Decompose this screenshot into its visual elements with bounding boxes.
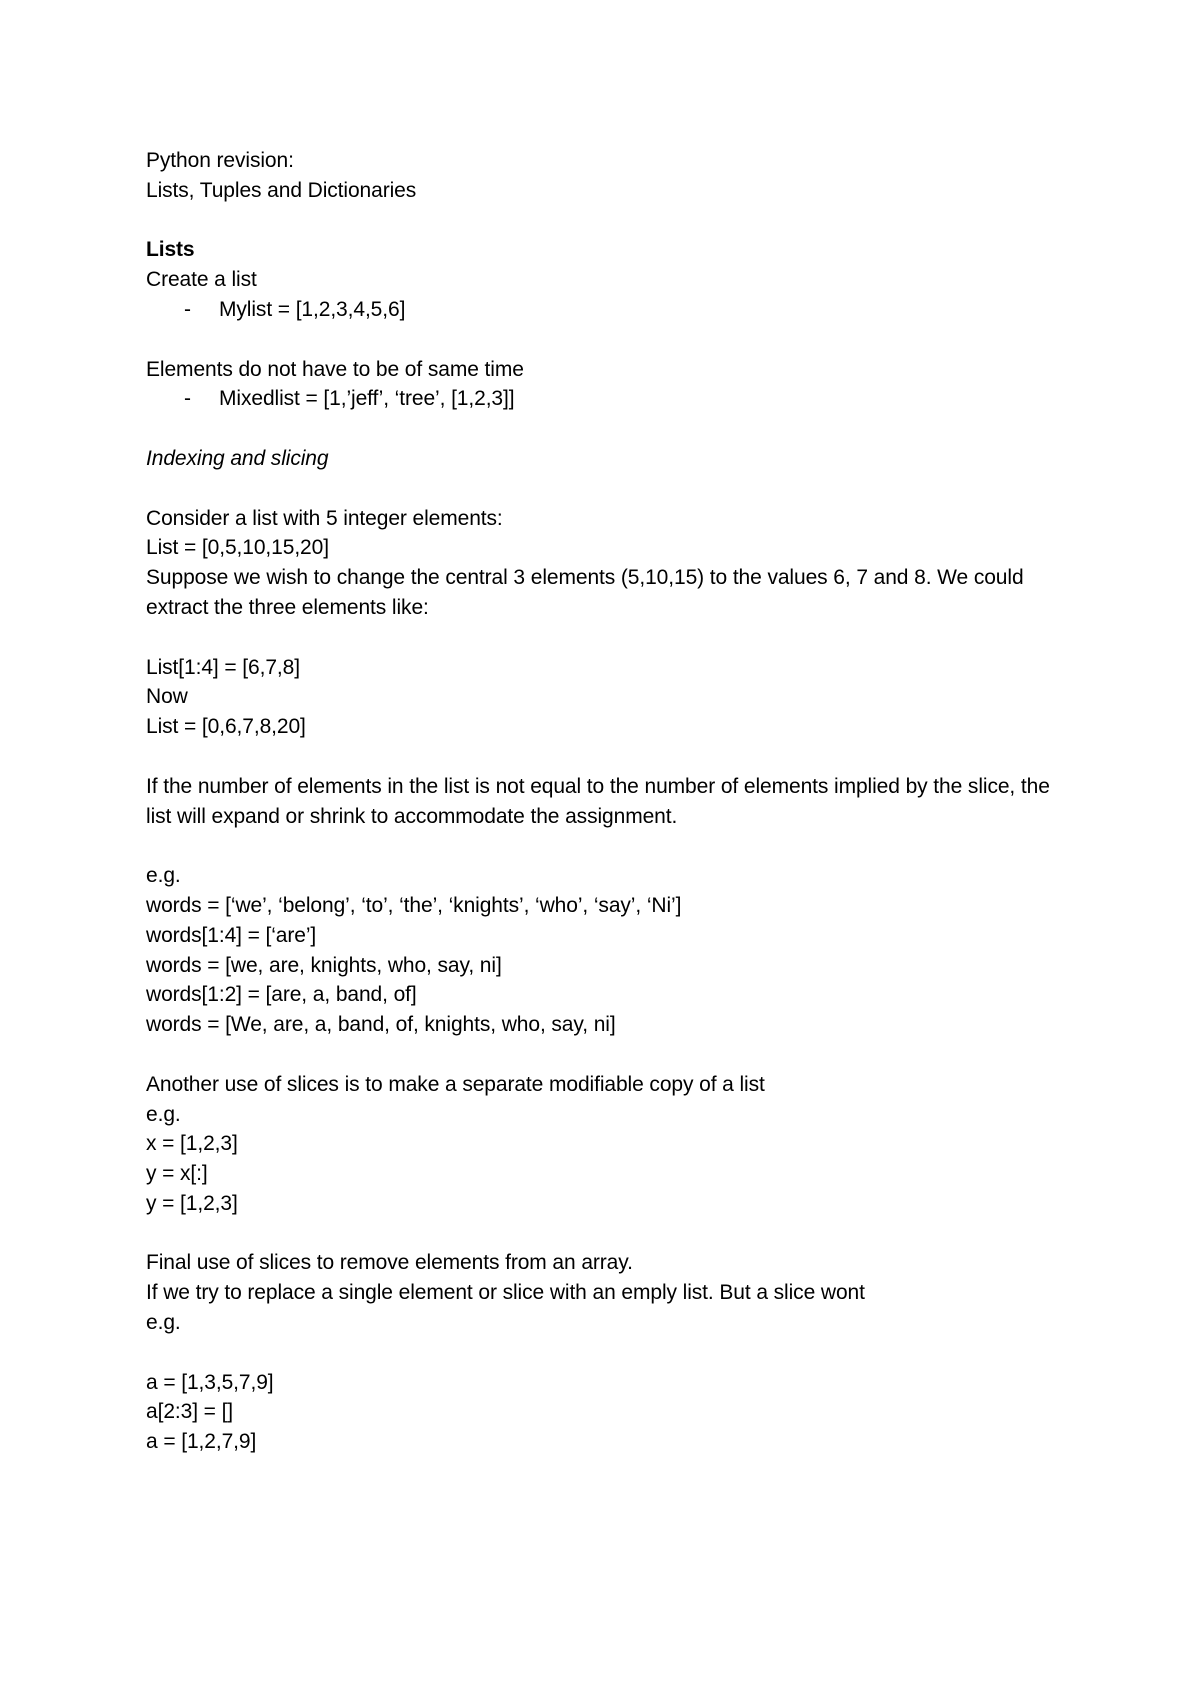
copy-code-line: y = x[:] bbox=[146, 1162, 208, 1186]
now-label: Now bbox=[146, 685, 188, 709]
eg-label: e.g. bbox=[146, 864, 181, 888]
blank-line bbox=[146, 474, 1076, 504]
expand-shrink-paragraph: If the number of elements in the list is not equal to the number of elements implied by the slice, the list will expand or shrink to accommodate the assignment. bbox=[146, 774, 1050, 828]
copy-slice-line: Another use of slices is to make a separate modifiable copy of a list bbox=[146, 1072, 765, 1096]
bullet-dash: - bbox=[184, 387, 191, 411]
words-code-line: words = [We, are, a, band, of, knights, who, say, ni] bbox=[146, 1013, 616, 1037]
remove-code-line: a[2:3] = [] bbox=[146, 1400, 234, 1424]
document-subtitle: Lists, Tuples and Dictionaries bbox=[146, 178, 417, 202]
remove-code-line: a = [1,2,7,9] bbox=[146, 1430, 257, 1454]
mixed-types-label: Elements do not have to be of same time bbox=[146, 357, 524, 381]
list-init-code: List = [0,5,10,15,20] bbox=[146, 536, 329, 560]
blank-line bbox=[146, 742, 1076, 772]
words-code-line: words[1:4] = [‘are’] bbox=[146, 923, 317, 947]
section-heading-lists: Lists bbox=[146, 238, 195, 262]
remove-code-line: a = [1,3,5,7,9] bbox=[146, 1370, 274, 1394]
blank-line bbox=[146, 414, 1076, 444]
copy-code-line: y = [1,2,3] bbox=[146, 1191, 238, 1215]
words-code-line: words = [we, are, knights, who, say, ni] bbox=[146, 953, 502, 977]
words-code-line: words[1:2] = [are, a, band, of] bbox=[146, 983, 417, 1007]
remove-slice-line: Final use of slices to remove elements from an array. bbox=[146, 1251, 633, 1275]
eg-label: e.g. bbox=[146, 1102, 181, 1126]
blank-line bbox=[146, 1040, 1076, 1070]
replace-slice-line: If we try to replace a single element or slice with an emply list. But a slice wont bbox=[146, 1281, 865, 1305]
blank-line bbox=[146, 206, 1076, 236]
create-list-bullet bbox=[146, 295, 1076, 325]
subheading-indexing-slicing: Indexing and slicing bbox=[146, 446, 329, 470]
mixed-list-bullet bbox=[146, 384, 1076, 414]
consider-list-line: Consider a list with 5 integer elements: bbox=[146, 506, 503, 530]
bullet-dash: - bbox=[184, 297, 191, 321]
list-result-code: List = [0,6,7,8,20] bbox=[146, 715, 306, 739]
blank-line bbox=[146, 831, 1076, 861]
slice-assign-code: List[1:4] = [6,7,8] bbox=[146, 655, 300, 679]
document-body bbox=[146, 146, 1076, 1457]
create-list-label: Create a list bbox=[146, 268, 257, 292]
blank-line bbox=[146, 1219, 1076, 1249]
mixed-list-code: Mixedlist = [1,’jeff’, ‘tree’, [1,2,3]] bbox=[219, 387, 515, 411]
copy-code-line: x = [1,2,3] bbox=[146, 1132, 238, 1156]
blank-line bbox=[146, 1338, 1076, 1368]
document-title: Python revision: bbox=[146, 149, 294, 172]
eg-label: e.g. bbox=[146, 1311, 181, 1335]
create-list-code: Mylist = [1,2,3,4,5,6] bbox=[219, 297, 406, 321]
blank-line bbox=[146, 325, 1076, 355]
blank-line bbox=[146, 623, 1076, 653]
suppose-paragraph: Suppose we wish to change the central 3 elements (5,10,15) to the values 6, 7 and 8. We could extract the three elements like: bbox=[146, 566, 1024, 619]
words-code-line: words = [‘we’, ‘belong’, ‘to’, ‘the’, ‘knights’, ‘who’, ‘say’, ‘Ni’] bbox=[146, 893, 682, 917]
